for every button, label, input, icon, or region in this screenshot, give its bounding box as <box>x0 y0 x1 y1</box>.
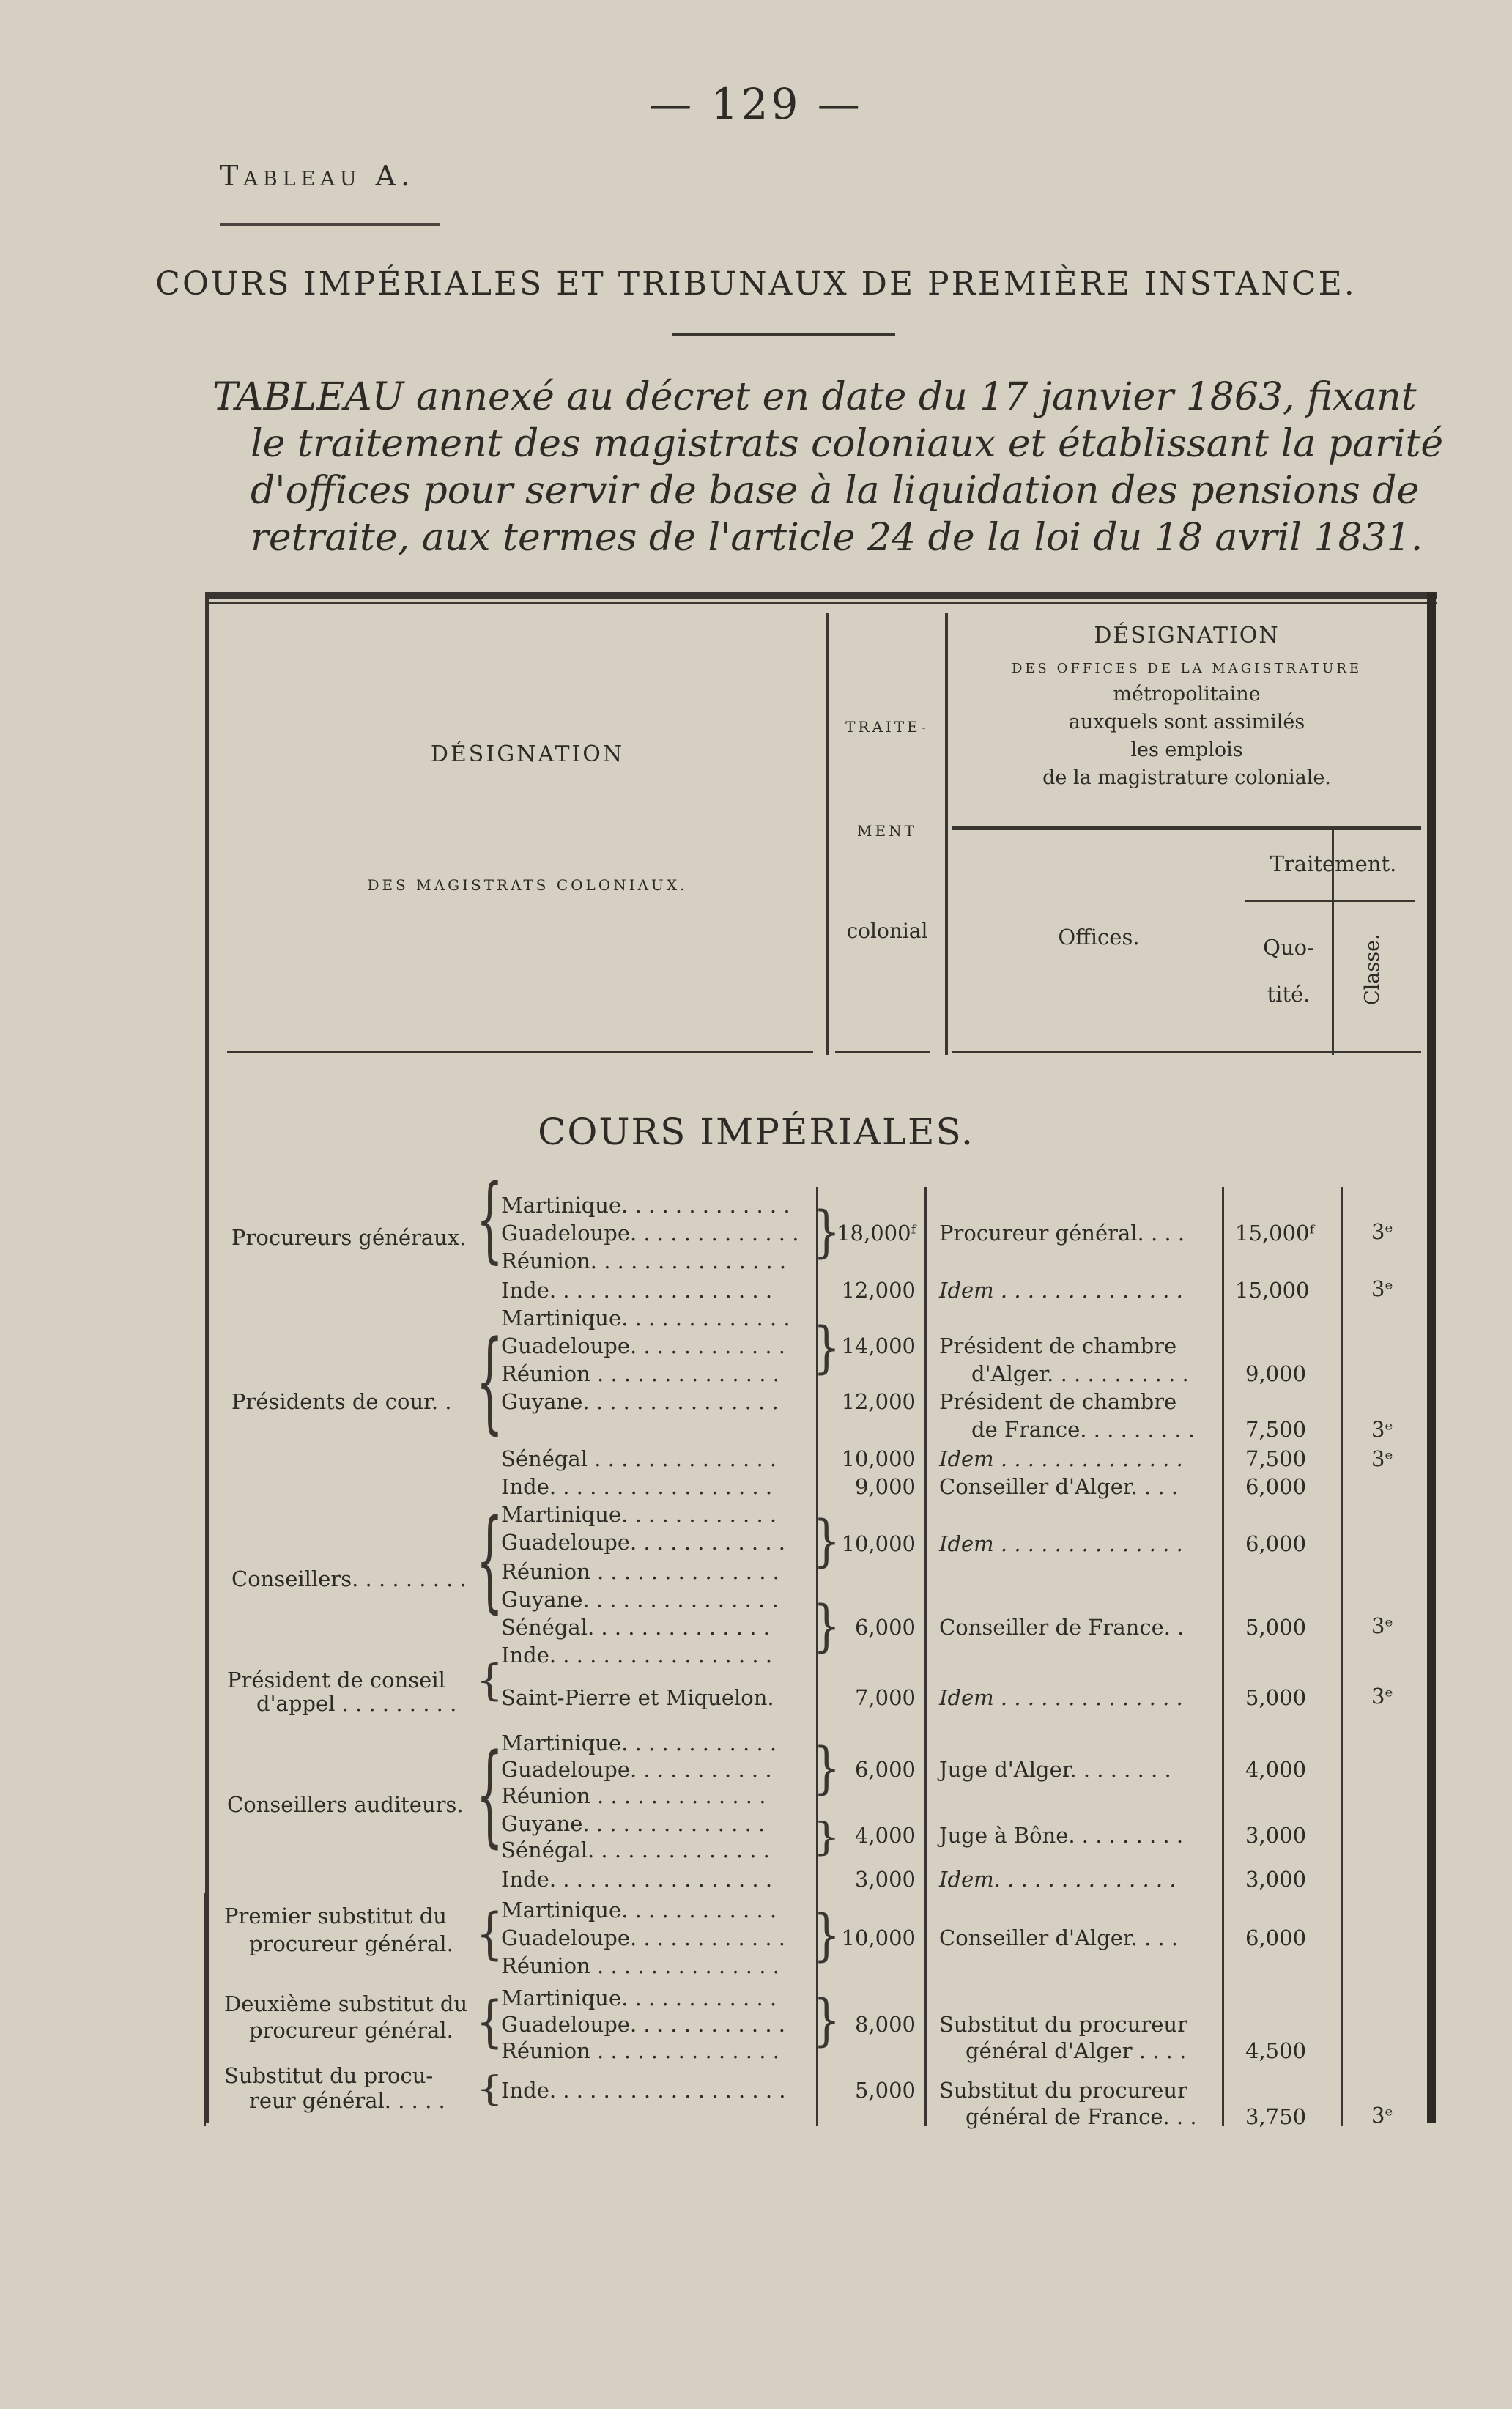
header-quotite: Quo- <box>1263 935 1314 960</box>
header-traite: TRAITE- <box>845 718 929 736</box>
brace: } <box>813 1508 840 1574</box>
quotite: 5,000 <box>1245 1615 1307 1640</box>
brace: } <box>813 1314 840 1380</box>
tableau-label: Tableau A. <box>220 160 415 192</box>
header-right-line: métropolitaine <box>1113 683 1261 706</box>
header-designation: DÉSIGNATION <box>430 741 625 767</box>
traitement-colonial: 6,000 <box>854 1757 916 1782</box>
header-rule <box>835 1051 930 1053</box>
colony: Martinique. . . . . . . . . . . . . <box>501 1193 790 1218</box>
colony: Réunion . . . . . . . . . . . . . . <box>501 1559 779 1584</box>
divider <box>220 223 440 226</box>
office: Substitut du procureur <box>939 2012 1187 2037</box>
colony: Réunion . . . . . . . . . . . . . . <box>501 1361 779 1386</box>
colony: Guadeloupe. . . . . . . . . . . . <box>501 1530 786 1555</box>
header-rule <box>227 1051 813 1053</box>
quotite: 3,000 <box>1245 1823 1307 1848</box>
colony: Guadeloupe. . . . . . . . . . . . <box>501 1925 786 1950</box>
office: d'Alger. . . . . . . . . . . <box>971 1361 1189 1386</box>
column-rule <box>826 613 829 1055</box>
colony: Martinique. . . . . . . . . . . . <box>501 1731 777 1755</box>
office: Idem . . . . . . . . . . . . . . <box>939 1446 1183 1471</box>
table-border <box>205 592 1437 599</box>
intro-line: le traitement des magistrats coloniaux et établissant la parité <box>251 422 1444 466</box>
group-label: procureur général. <box>249 1931 453 1956</box>
header-right-line: auxquels sont assimilés <box>1068 711 1305 733</box>
divider <box>672 333 895 336</box>
intro-line: TABLEAU annexé au décret en date du 17 janvier 1863, fixant <box>212 375 1417 419</box>
traitement-colonial: 12,000 <box>841 1278 916 1303</box>
quotite: 4,000 <box>1245 1757 1307 1782</box>
colony: Inde. . . . . . . . . . . . . . . . . <box>501 1867 773 1892</box>
header-colonial: colonial <box>846 919 928 943</box>
colony: Réunion . . . . . . . . . . . . . . <box>501 1953 779 1978</box>
traitement-colonial: 10,000 <box>841 1446 916 1471</box>
office: Juge à Bône. . . . . . . . . <box>939 1823 1184 1848</box>
quotite: 4,500 <box>1245 2038 1307 2063</box>
header-rule <box>952 826 1421 830</box>
quotite: 7,500 <box>1245 1417 1307 1442</box>
brace: } <box>813 1593 840 1659</box>
column-rule <box>1222 1187 1224 2126</box>
traitement-colonial: 4,000 <box>854 1823 916 1848</box>
quotite: 9,000 <box>1245 1361 1307 1386</box>
colony: Sénégal. . . . . . . . . . . . . . <box>501 1838 770 1862</box>
traitement-colonial: 10,000 <box>841 1925 916 1950</box>
group-label: d'appel . . . . . . . . . <box>256 1691 457 1716</box>
colony: Inde. . . . . . . . . . . . . . . . . <box>501 1278 773 1303</box>
colony: Guadeloupe. . . . . . . . . . . . <box>501 1333 786 1358</box>
colony: Guadeloupe. . . . . . . . . . . . <box>501 2012 786 2037</box>
classe: 3ᵉ <box>1371 1613 1393 1638</box>
classe: 3ᵉ <box>1371 2103 1393 2128</box>
quotite: 6,000 <box>1245 1474 1307 1499</box>
header-traitement: Traitement. <box>1270 851 1397 876</box>
header-right-line: DES OFFICES DE LA MAGISTRATURE <box>1011 661 1363 676</box>
quotite: 6,000 <box>1245 1925 1307 1950</box>
colony: Martinique. . . . . . . . . . . . <box>501 1898 777 1923</box>
header-right-title: DÉSIGNATION <box>1094 623 1280 648</box>
group-label: Conseillers. . . . . . . . . <box>231 1566 467 1591</box>
intro-paragraph <box>212 374 1443 561</box>
office: Procureur général. . . . <box>939 1221 1185 1246</box>
table-border <box>205 602 1437 604</box>
office: de France. . . . . . . . . <box>971 1417 1196 1442</box>
colony: Guadeloupe. . . . . . . . . . . . . <box>501 1221 799 1246</box>
quotite: 6,000 <box>1245 1531 1307 1556</box>
quotite: 15,000 <box>1235 1278 1310 1303</box>
header-quotite: tité. <box>1267 982 1311 1007</box>
traitement-colonial: 10,000 <box>841 1531 916 1556</box>
brace: } <box>813 1902 840 1968</box>
group-label: Premier substitut du <box>224 1903 447 1928</box>
colony: Inde. . . . . . . . . . . . . . . . . <box>501 1643 773 1668</box>
colony: Guyane. . . . . . . . . . . . . . <box>501 1811 766 1836</box>
page-number: — 129 — <box>649 79 863 129</box>
office: Président de chambre <box>939 1333 1177 1358</box>
traitement-colonial: 14,000 <box>841 1333 916 1358</box>
brace: } <box>813 1987 840 2053</box>
classe: 3ᵉ <box>1371 1219 1393 1244</box>
colony: Inde. . . . . . . . . . . . . . . . . . <box>501 2078 786 2103</box>
brace: { <box>476 1316 503 1446</box>
quotite: 15,000ᶠ <box>1235 1221 1314 1246</box>
brace: { <box>476 2068 503 2109</box>
column-rule <box>924 1187 927 2126</box>
colony: Sénégal . . . . . . . . . . . . . . <box>501 1446 777 1471</box>
group-label: procureur général. <box>249 2018 453 2043</box>
brace: } <box>813 1814 840 1860</box>
quotite: 7,500 <box>1245 1446 1307 1471</box>
column-rule <box>945 613 948 1055</box>
traitement-colonial: 3,000 <box>854 1867 916 1892</box>
header-rule <box>952 1051 1421 1053</box>
group-label: reur général. . . . . <box>249 2088 445 2113</box>
office: Idem. . . . . . . . . . . . . . <box>939 1867 1176 1892</box>
colony: Martinique. . . . . . . . . . . . . <box>501 1306 790 1331</box>
page-heading: COURS IMPÉRIALES ET TRIBUNAUX DE PREMIÈRE INSTANCE. <box>155 265 1357 303</box>
office: Idem . . . . . . . . . . . . . . <box>939 1278 1183 1303</box>
colony: Martinique. . . . . . . . . . . . <box>501 1986 777 2010</box>
colony: Sénégal. . . . . . . . . . . . . . <box>501 1615 770 1640</box>
brace: { <box>476 1655 503 1705</box>
classe: 3ᵉ <box>1371 1446 1393 1471</box>
table-border <box>1427 592 1436 2123</box>
brace: { <box>476 1729 503 1860</box>
office: Juge d'Alger. . . . . . . . <box>939 1757 1171 1782</box>
header-classe: Classe. <box>1361 933 1384 1005</box>
column-rule <box>1341 1187 1343 2126</box>
colony: Inde. . . . . . . . . . . . . . . . . <box>501 1474 773 1499</box>
office: Idem . . . . . . . . . . . . . . <box>939 1685 1183 1710</box>
colony: Réunion . . . . . . . . . . . . . <box>501 1783 766 1808</box>
header-offices: Offices. <box>1058 925 1140 950</box>
brace: { <box>476 1163 503 1273</box>
colony: Guyane. . . . . . . . . . . . . . . <box>501 1587 779 1612</box>
brace: { <box>476 1901 503 1966</box>
colony: Guadeloupe. . . . . . . . . . . <box>501 1757 772 1782</box>
traitement-colonial: 12,000 <box>841 1389 916 1414</box>
header-des-magistrats: DES MAGISTRATS COLONIAUX. <box>367 876 688 894</box>
colony: Guyane. . . . . . . . . . . . . . . <box>501 1389 779 1414</box>
classe: 3ᵉ <box>1371 1417 1393 1442</box>
brace: { <box>476 1495 503 1625</box>
colony: Réunion. . . . . . . . . . . . . . . <box>501 1248 787 1273</box>
classe: 3ᵉ <box>1371 1276 1393 1301</box>
group-label: Procureurs généraux. <box>231 1225 467 1250</box>
office: Conseiller d'Alger. . . . <box>939 1474 1179 1499</box>
colony: Réunion . . . . . . . . . . . . . . <box>501 2038 779 2063</box>
office: Président de chambre <box>939 1389 1177 1414</box>
header-ment: MENT <box>857 822 917 840</box>
office: Conseiller de France. . <box>939 1615 1185 1640</box>
header-rule <box>1245 900 1415 902</box>
brace: { <box>476 1988 503 2054</box>
quotite: 3,750 <box>1245 2104 1307 2129</box>
traitement-colonial: 18,000ᶠ <box>837 1221 916 1246</box>
office: général d'Alger . . . . <box>966 2038 1187 2063</box>
colony: Martinique. . . . . . . . . . . . <box>501 1502 777 1527</box>
group-label: Substitut du procu- <box>224 2063 434 2088</box>
office: Conseiller d'Alger. . . . <box>939 1925 1179 1950</box>
header-right-line: de la magistrature coloniale. <box>1042 766 1331 789</box>
traitement-colonial: 7,000 <box>854 1685 916 1710</box>
office: Substitut du procureur <box>939 2078 1187 2103</box>
section-title: COURS IMPÉRIALES. <box>538 1111 974 1153</box>
group-label: Conseillers auditeurs. <box>227 1792 464 1817</box>
quotite: 3,000 <box>1245 1867 1307 1892</box>
traitement-colonial: 6,000 <box>854 1615 916 1640</box>
office: Idem . . . . . . . . . . . . . . <box>939 1531 1183 1556</box>
group-label: Présidents de cour. . <box>231 1389 452 1414</box>
group-label: Président de conseil <box>227 1668 445 1692</box>
colony: Saint-Pierre et Miquelon. <box>501 1685 774 1710</box>
traitement-colonial: 9,000 <box>854 1474 916 1499</box>
column-rule <box>204 1893 206 2126</box>
quotite: 5,000 <box>1245 1685 1307 1710</box>
brace: } <box>813 1199 840 1265</box>
traitement-colonial: 5,000 <box>854 2078 916 2103</box>
traitement-colonial: 8,000 <box>854 2012 916 2037</box>
classe: 3ᵉ <box>1371 1684 1393 1709</box>
intro-line: retraite, aux termes de l'article 24 de la loi du 18 avril 1831. <box>251 516 1423 560</box>
group-label: Deuxième substitut du <box>224 1991 468 2016</box>
office: général de France. . . <box>966 2104 1197 2129</box>
intro-line: d'offices pour servir de base à la liquidation des pensions de <box>251 469 1420 513</box>
brace: } <box>813 1735 840 1801</box>
header-right-line: les emplois <box>1130 739 1243 761</box>
